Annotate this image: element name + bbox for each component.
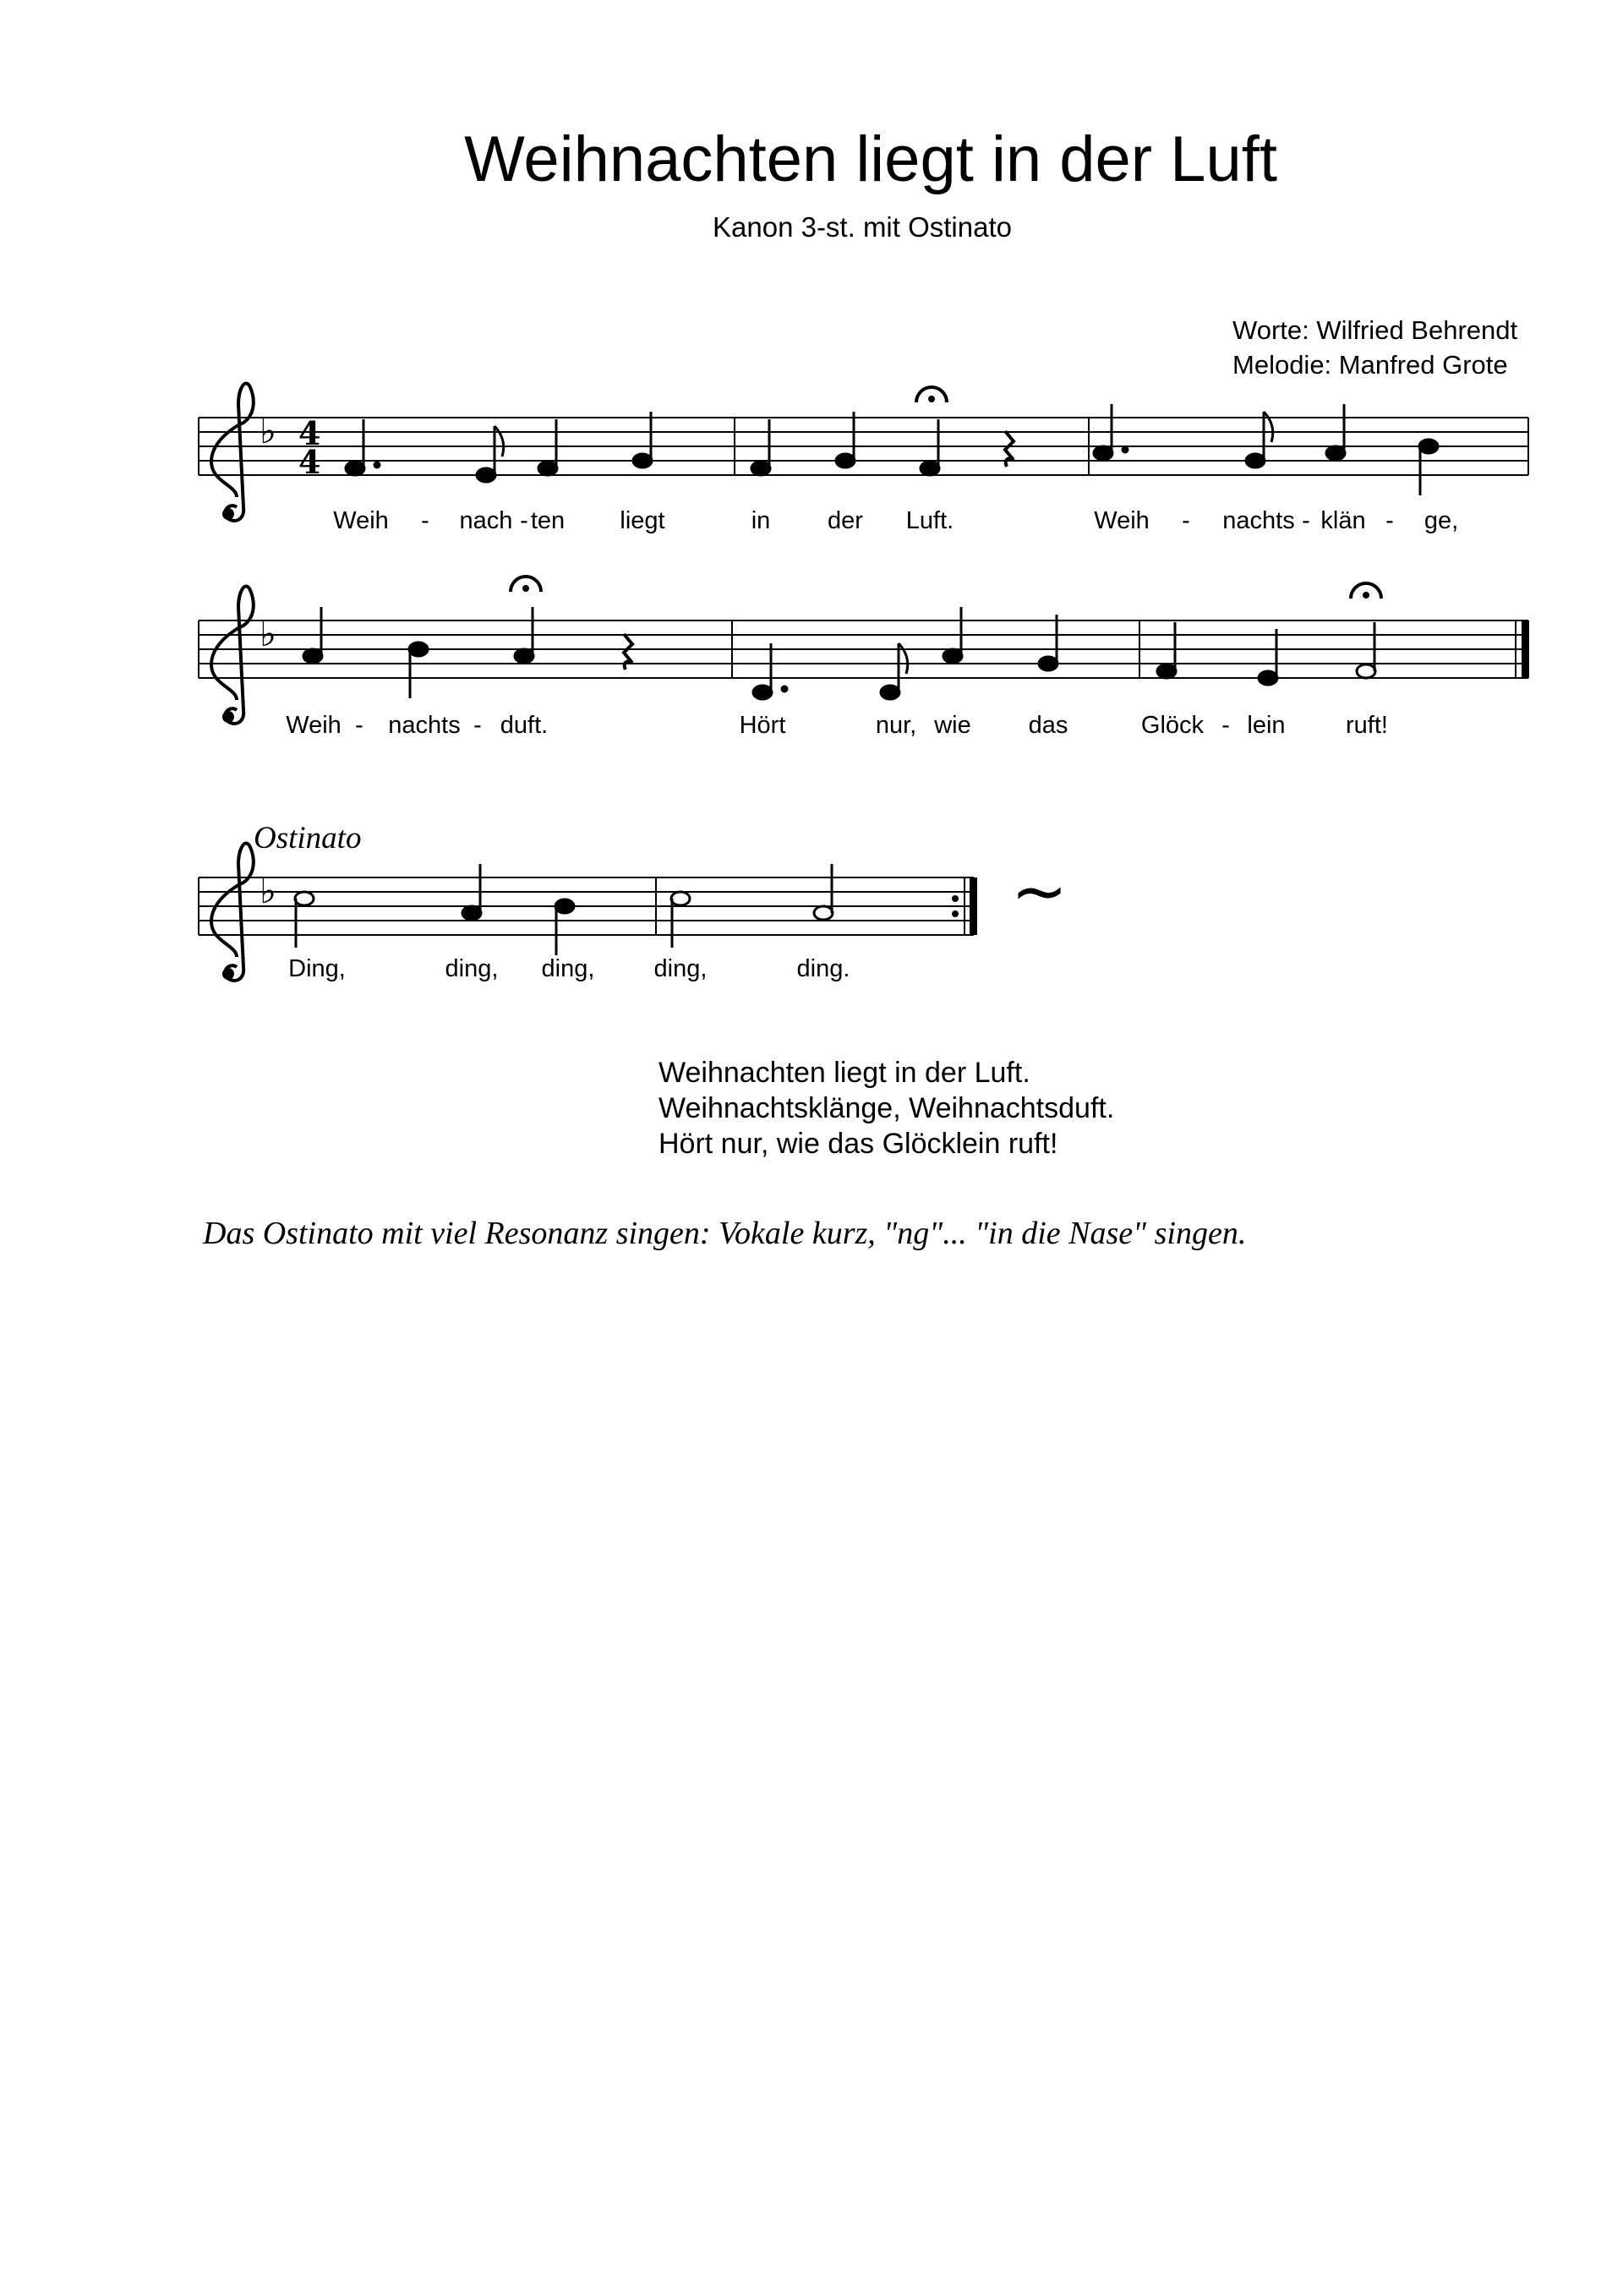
lyric-syllable: Weih: [286, 712, 342, 739]
song-title: Weihnachten liegt in der Luft: [464, 123, 1277, 195]
lyric-syllable: nur,: [875, 712, 917, 739]
lyric-hyphen: -: [520, 507, 528, 534]
lyric-syllable: Weih: [333, 507, 389, 534]
lyric-hyphen: -: [1302, 507, 1310, 534]
lyric-syllable: liegt: [620, 507, 665, 534]
verse-line: Hört nur, wie das Glöcklein ruft!: [658, 1128, 1058, 1160]
lyric-hyphen: -: [1221, 712, 1230, 739]
lyric-syllable: duft.: [500, 712, 549, 739]
lyric-syllable: nach: [459, 507, 513, 534]
lyric-syllable: in: [751, 507, 771, 534]
time-signature-denominator: 4: [298, 443, 321, 481]
staff-system-1: [199, 384, 1528, 521]
lyric-hyphen: -: [355, 712, 363, 739]
lyric-syllable: ding,: [653, 955, 708, 982]
lyric-syllable: Glöck: [1140, 712, 1205, 739]
lyric-syllable: nachts: [1222, 507, 1295, 534]
time-signature-numerator: 4: [298, 414, 321, 452]
lyric-hyphen: -: [421, 507, 429, 534]
flat-icon: ♭: [260, 870, 276, 911]
lyric-syllable: wie: [934, 712, 971, 739]
lyric-hyphen: -: [473, 712, 482, 739]
lyric-syllable: ding.: [796, 955, 850, 982]
ostinato-label: Ostinato: [254, 821, 362, 856]
flat-icon: ♭: [260, 613, 276, 654]
credit-words: Worte: Wilfried Behrendt: [1232, 315, 1518, 345]
credit-melody: Melodie: Manfred Grote: [1232, 350, 1508, 380]
lyric-syllable: ge,: [1424, 507, 1459, 534]
lyric-syllable: Weih: [1094, 507, 1150, 534]
song-subtitle: Kanon 3-st. mit Ostinato: [713, 211, 1012, 243]
staff-system-2: [199, 577, 1529, 724]
lyric-syllable: Hört: [739, 712, 786, 739]
lyric-syllable: klän: [1320, 507, 1366, 534]
lyric-syllable: der: [828, 507, 863, 534]
music-score: [0, 0, 1623, 1014]
lyric-hyphen: -: [1385, 507, 1394, 534]
lyric-hyphen: -: [1182, 507, 1190, 534]
lyric-syllable: Luft.: [905, 507, 954, 534]
lyric-syllable: das: [1028, 712, 1068, 739]
lyric-syllable: ding,: [445, 955, 499, 982]
verse-text: [658, 1055, 1114, 1162]
lyric-syllable: ruft!: [1346, 712, 1388, 739]
lyric-syllable: Ding,: [288, 955, 346, 982]
lyric-syllable: ten: [530, 507, 566, 534]
lyric-syllable: ding,: [541, 955, 595, 982]
lyric-syllable: lein: [1247, 712, 1286, 739]
performance-note: Das Ostinato mit viel Resonanz singen: Vokale kurz, "ng"... "in die Nase" singen.: [203, 1216, 1247, 1251]
tilde-mark: ~: [1011, 852, 1068, 931]
verse-line: Weihnachtsklänge, Weihnachtsduft.: [658, 1092, 1115, 1124]
flat-icon: ♭: [260, 410, 276, 451]
lyric-syllable: nachts: [388, 712, 461, 739]
verse-line: Weihnachten liegt in der Luft.: [658, 1057, 1030, 1089]
